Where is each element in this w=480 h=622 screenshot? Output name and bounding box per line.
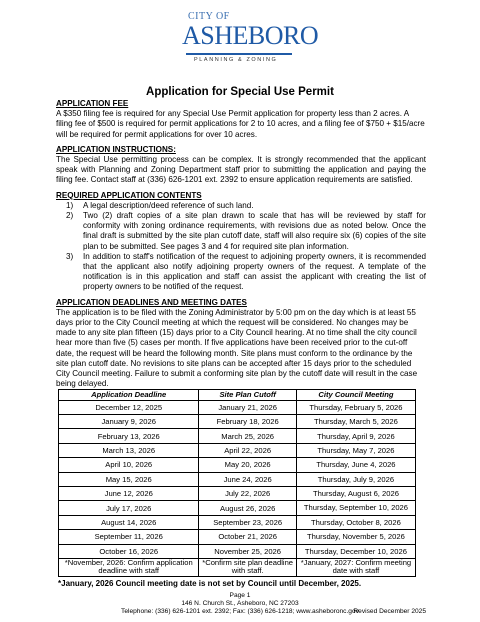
list-item-text: Two (2) draft copies of a site plan drawn to scale that has will be reviewed by staff for conformity with zoning ordinance requirements, with revisions due as noted below. Once the final draft is submitted by the site plan cutoff date, staff will also require six (6) copies of the site plan to be submitted. See pages 3 and 4 for required site plan information. <box>83 211 426 251</box>
table-header-row <box>59 390 416 400</box>
table-cell: Thursday, September 10, 2026 <box>296 501 415 515</box>
table-cell: June 12, 2026 <box>59 487 199 501</box>
table-cell: May 15, 2026 <box>59 472 199 486</box>
instructions-text: The Special Use permitting process can be complex. It is strongly recommended that the applicant speak with Planning and Zoning Department staff prior to submitting the application and paying the filing fee. Contact staff at (336) 626-1201 ext. 2392 to ensure application requirements are satisfied. <box>56 155 426 185</box>
logo-city-text: CITY OF <box>188 11 230 22</box>
table-cell: March 13, 2026 <box>59 443 199 457</box>
document-title: Application for Special Use Permit <box>146 86 334 98</box>
deadlines-table <box>58 389 416 576</box>
contents-list <box>56 201 426 293</box>
list-item-number: 3) <box>66 251 74 261</box>
table-cell: December 12, 2025 <box>59 400 199 414</box>
list-item <box>56 211 426 252</box>
table-cell: August 14, 2026 <box>59 515 199 529</box>
table-row <box>59 472 416 486</box>
list-item-text: A legal description/deed reference of such land. <box>83 200 254 210</box>
table-cell: March 25, 2026 <box>199 429 296 443</box>
revised-date: Revised December 2025 <box>353 608 426 615</box>
table-cell: January 21, 2026 <box>199 400 296 414</box>
table-cell: October 16, 2026 <box>59 544 199 558</box>
table-row <box>59 400 416 414</box>
footer-contact: Telephone: (336) 626-1201 ext. 2392; Fax: (336) 626-1218; www.asheboronc.gov <box>121 608 359 615</box>
table-footnote: *January, 2026 Council meeting date is not set by Council until December, 2025. <box>58 578 362 588</box>
table-cell: February 18, 2026 <box>199 415 296 429</box>
logo-name-text: ASHEBORO <box>182 21 319 50</box>
table-cell: *November, 2026: Confirm application deadline with staff <box>59 558 199 576</box>
table-row <box>59 530 416 544</box>
instructions-heading: APPLICATION INSTRUCTIONS: <box>56 144 176 154</box>
list-item <box>56 252 426 293</box>
table-cell: May 20, 2026 <box>199 458 296 472</box>
table-cell: Thursday, May 7, 2026 <box>296 443 415 457</box>
page-footer <box>0 592 480 616</box>
footer-address: 146 N. Church St., Asheboro, NC 27203 <box>181 600 299 607</box>
table-cell: July 22, 2026 <box>199 487 296 501</box>
table-cell: Thursday, March 5, 2026 <box>296 415 415 429</box>
logo-rule <box>186 53 292 55</box>
table-cell: September 23, 2026 <box>199 515 296 529</box>
fee-text: A $350 filing fee is required for any Special Use Permit application for property less than 2 acres. A filing fee of $500 is required for permit applications for 2 to 10 acres, and a filing fee of $750 + $15/acre will be required for permit applications for over 10 acres. <box>56 109 425 139</box>
deadlines-text: The application is to be filed with the Zoning Administrator by 5:00 pm on the day which is at least 55 days prior to the City Council meeting at which the request will be considered. No changes may be made to any site plan fifteen (15) days prior to a City Council hearing. At no time shall the city council hear more than five (5) cases per month. If five applications have been received prior to the cut-off date, the request will be heard the following month. Site plans must conform to the ordinance by the site plan cutoff date. No revisions to site plans can be accepted after 15 days prior to the scheduled City Council meeting. Failure to submit a conforming site plan by the cutoff date will result in the case being delayed. <box>56 307 418 389</box>
column-header: City Council Meeting <box>296 390 415 400</box>
table-cell: January 9, 2026 <box>59 415 199 429</box>
table-cell: August 26, 2026 <box>199 501 296 515</box>
table-cell: June 24, 2026 <box>199 472 296 486</box>
contents-heading: REQUIRED APPLICATION CONTENTS <box>56 190 202 200</box>
asheboro-logo <box>180 10 319 84</box>
table-cell: February 13, 2026 <box>59 429 199 443</box>
document-body <box>56 99 426 589</box>
table-cell: September 11, 2026 <box>59 530 199 544</box>
list-item-number: 2) <box>66 211 74 221</box>
table-row <box>59 443 416 457</box>
table-row <box>59 558 416 576</box>
table-cell: April 22, 2026 <box>199 443 296 457</box>
table-row <box>59 429 416 443</box>
table-cell: Thursday, December 10, 2026 <box>296 544 415 558</box>
table-cell: July 17, 2026 <box>59 501 199 515</box>
table-row <box>59 487 416 501</box>
table-cell: Thursday, April 9, 2026 <box>296 429 415 443</box>
list-item-text: In addition to staff's notification of the request to adjoining property owners, it is recommended that the applicant also notify adjoining property owners of the request. A template of the notification is in this application and staff can assist the applicant with creating the list of property owners to be notified of the request. <box>83 251 426 292</box>
table-row <box>59 458 416 472</box>
table-row <box>59 415 416 429</box>
table-cell: *Confirm site plan deadline with staff. <box>199 558 296 576</box>
table-cell: Thursday, June 4, 2026 <box>296 458 415 472</box>
table-cell: Thursday, November 5, 2026 <box>296 530 415 544</box>
table-cell: Thursday, February 5, 2026 <box>296 400 415 414</box>
table-cell: Thursday, July 9, 2026 <box>296 472 415 486</box>
table-row <box>59 501 416 515</box>
logo-tagline: PLANNING & ZONING <box>194 57 278 63</box>
table-cell: April 10, 2026 <box>59 458 199 472</box>
column-header: Site Plan Cutoff <box>199 390 296 400</box>
list-item <box>56 201 426 211</box>
table-cell: *January, 2027: Confirm meeting date with staff <box>296 558 415 576</box>
list-item-number: 1) <box>66 200 74 210</box>
table-cell: November 25, 2026 <box>199 544 296 558</box>
table-cell: Thursday, October 8, 2026 <box>296 515 415 529</box>
page-number: Page 1 <box>229 592 251 599</box>
table-cell: Thursday, August 6, 2026 <box>296 487 415 501</box>
fee-heading: APPLICATION FEE <box>56 99 129 108</box>
column-header: Application Deadline <box>59 390 199 400</box>
table-row <box>59 515 416 529</box>
table-row <box>59 544 416 558</box>
table-cell: October 21, 2026 <box>199 530 296 544</box>
deadlines-heading: APPLICATION DEADLINES AND MEETING DATES <box>56 297 247 307</box>
